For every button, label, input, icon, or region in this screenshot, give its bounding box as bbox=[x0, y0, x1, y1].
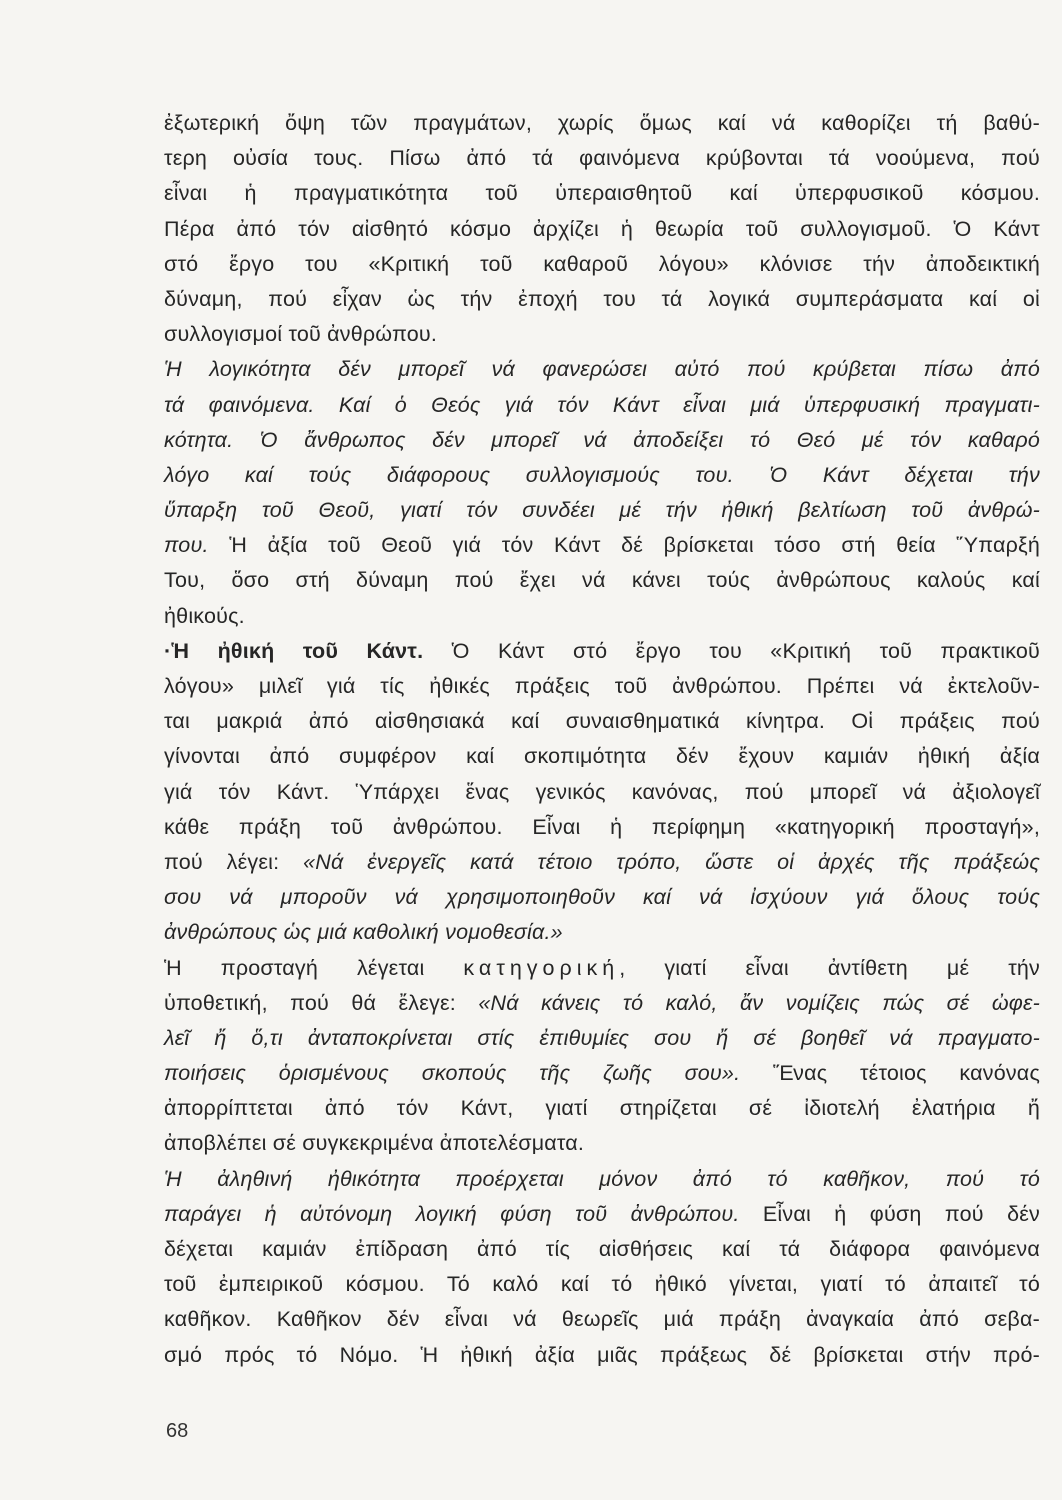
text-run: Εἶναι ἡ φύση πού δέν bbox=[739, 1201, 1040, 1226]
text-line bbox=[164, 1126, 1040, 1161]
text-line bbox=[164, 1021, 1040, 1056]
text-run: ἀπορρίπτεται ἀπό τόν Κάντ, γιατί στηρίζεται σέ ἰδιοτελή ἐλατήρια ἤ bbox=[164, 1096, 1040, 1121]
text-run: παράγει ἡ αὐτόνομη λογική φύση τοῦ ἀνθρώπου. bbox=[164, 1201, 740, 1226]
text-run: ·Ἡ ἠθική τοῦ Κάντ. bbox=[164, 638, 424, 663]
text-run: ἀνθρώπους ὡς μιά καθολική νομοθεσία.» bbox=[164, 920, 563, 945]
text-run: πού λέγει: bbox=[164, 849, 304, 874]
text-run: τερη οὐσία τους. Πίσω ἀπό τά φαινόμενα κρύβονται τά νοούμενα, πού bbox=[164, 146, 1040, 171]
text-run: ται μακριά ἀπό αἰσθησιακά καί συναισθηματικά κίνητρα. Οἱ πράξεις πού bbox=[164, 709, 1040, 734]
text-run: ὕπαρξη τοῦ Θεοῦ, γιατί τόν συνδέει μέ τήν ἠθική βελτίωση τοῦ ἀνθρώ- bbox=[164, 498, 1040, 523]
text-run: σμό πρός τό Νόμο. Ἡ ἠθική ἀξία μιᾶς πράξεως δέ βρίσκεται στήν πρό- bbox=[164, 1342, 1040, 1367]
text-run: ἠθικούς. bbox=[164, 603, 245, 628]
text-line bbox=[164, 1091, 1040, 1126]
text-run: ποιήσεις ὁρισμένους σκοπούς τῆς ζωῆς σου». bbox=[164, 1061, 741, 1086]
text-line bbox=[164, 1056, 1040, 1091]
text-run: λεῖ ἤ ὅ,τι ἀνταποκρίνεται στίς ἐπιθυμίες σου ἤ σέ βοηθεῖ νά πραγματο- bbox=[164, 1025, 1040, 1050]
text-line bbox=[164, 669, 1040, 704]
text-run: Ἡ λογικότητα δέν μπορεῖ νά φανερώσει αὐτό πού κρύβεται πίσω ἀπό bbox=[164, 357, 1040, 382]
text-line bbox=[164, 423, 1040, 458]
text-run: τοῦ ἐμπειρικοῦ κόσμου. Τό καλό καί τό ἠθικό γίνεται, γιατί τό ἀπαιτεῖ τό bbox=[164, 1272, 1040, 1297]
text-line bbox=[164, 915, 1040, 950]
text-line bbox=[164, 458, 1040, 493]
text-run: Ἕνας τέτοιος κανόνας bbox=[740, 1061, 1041, 1086]
text-line bbox=[164, 1302, 1040, 1337]
text-line bbox=[164, 739, 1040, 774]
text-line bbox=[164, 1338, 1040, 1373]
text-run: ὑποθετική, πού θά ἔλεγε: bbox=[164, 990, 479, 1015]
text-line bbox=[164, 810, 1040, 845]
text-line bbox=[164, 176, 1040, 211]
text-run: Ὁ Κάντ στό ἔργο του «Κριτική τοῦ πρακτικοῦ bbox=[423, 638, 1040, 663]
text-line bbox=[164, 951, 1040, 986]
text-run: ἐξωτερική ὄψη τῶν πραγμάτων, χωρίς ὅμως καί νά καθορίζει τή βαθύ- bbox=[164, 111, 1040, 135]
text-line bbox=[164, 599, 1040, 634]
text-run: κατηγορική bbox=[463, 955, 620, 980]
text-run: στό ἔργο του «Κριτική τοῦ καθαροῦ λόγου» κλόνισε τήν ἀποδεικτική bbox=[164, 251, 1040, 276]
text-line bbox=[164, 141, 1040, 176]
text-line bbox=[164, 1162, 1040, 1197]
text-line bbox=[164, 704, 1040, 739]
text-line bbox=[164, 528, 1040, 563]
text-run: Πέρα ἀπό τόν αἰσθητό κόσμο ἀρχίζει ἡ θεωρία τοῦ συλλογισμοῦ. Ὁ Κάντ bbox=[164, 216, 1040, 241]
text-line bbox=[164, 212, 1040, 247]
text-run: Του, ὅσο στή δύναμη πού ἔχει νά κάνει τούς ἀνθρώπους καλούς καί bbox=[164, 568, 1040, 593]
text-run: γιά τόν Κάντ. Ὑπάρχει ἕνας γενικός κανόνας, πού μπορεῖ νά ἀξιολογεῖ bbox=[164, 779, 1040, 804]
text-line bbox=[164, 388, 1040, 423]
text-line bbox=[164, 986, 1040, 1021]
text-line bbox=[164, 317, 1040, 352]
text-run: «Νά ἐνεργεῖς κατά τέτοιο τρόπο, ὥστε οἱ ἀρχές τῆς πράξεώς bbox=[303, 849, 1041, 874]
text-run: σου νά μποροῦν νά χρησιμοποιηθοῦν καί νά ἰσχύουν γιά ὅλους τούς bbox=[164, 885, 1040, 910]
text-line bbox=[164, 247, 1040, 282]
text-line bbox=[164, 282, 1040, 317]
text-line bbox=[164, 106, 1040, 141]
text-line bbox=[164, 1232, 1040, 1267]
text-run: τά φαινόμενα. Καί ὁ Θεός γιά τόν Κάντ εἶναι μιά ὑπερφυσική πραγματι- bbox=[164, 392, 1040, 417]
text-run: καθῆκον. Καθῆκον δέν εἶναι νά θεωρεῖς μιά πράξη ἀναγκαία ἀπό σεβα- bbox=[164, 1307, 1040, 1332]
body-text bbox=[164, 106, 1040, 1373]
page-number: 68 bbox=[166, 1420, 189, 1442]
text-lines bbox=[164, 106, 1040, 1373]
text-line bbox=[164, 880, 1040, 915]
text-run: που. bbox=[164, 533, 209, 558]
text-line bbox=[164, 352, 1040, 387]
text-run: , γιατί εἶναι ἀντίθετη μέ τήν bbox=[619, 955, 1040, 980]
text-run: «Νά κάνεις τό καλό, ἄν νομίζεις πώς σέ ὠφε- bbox=[478, 990, 1040, 1015]
text-line bbox=[164, 563, 1040, 598]
text-line bbox=[164, 634, 1040, 669]
text-line bbox=[164, 1197, 1040, 1232]
text-run: εἶναι ἡ πραγματικότητα τοῦ ὑπεραισθητοῦ καί ὑπερφυσικοῦ κόσμου. bbox=[164, 181, 1040, 206]
text-run: Ἡ ἀληθινή ἠθικότητα προέρχεται μόνον ἀπό τό καθῆκον, πού τό bbox=[164, 1166, 1040, 1191]
text-run: Ἡ ἀξία τοῦ Θεοῦ γιά τόν Κάντ δέ βρίσκεται τόσο στή θεία Ὕπαρξή bbox=[208, 533, 1040, 558]
text-run: ἀποβλέπει σέ συγκεκριμένα ἀποτελέσματα. bbox=[164, 1131, 585, 1156]
text-run: δύναμη, πού εἶχαν ὡς τήν ἐποχή του τά λογικά συμπεράσματα καί οἱ bbox=[164, 286, 1040, 311]
text-run: λόγου» μιλεῖ γιά τίς ἠθικές πράξεις τοῦ ἀνθρώπου. Πρέπει νά ἐκτελοῦν- bbox=[164, 674, 1040, 698]
text-line bbox=[164, 493, 1040, 528]
text-run: λόγο καί τούς διάφορους συλλογισμούς του. Ὁ Κάντ δέχεται τήν bbox=[164, 462, 1040, 487]
text-run: κάθε πράξη τοῦ ἀνθρώπου. Εἶναι ἡ περίφημη «κατηγορική προσταγή», bbox=[164, 814, 1040, 839]
text-line bbox=[164, 775, 1040, 810]
text-line bbox=[164, 1267, 1040, 1302]
text-line bbox=[164, 845, 1040, 880]
text-run: δέχεται καμιάν ἐπίδραση ἀπό τίς αἰσθήσεις καί τά διάφορα φαινόμενα bbox=[164, 1237, 1040, 1261]
text-run: Ἡ προσταγή λέγεται bbox=[164, 955, 464, 980]
text-run: κότητα. Ὁ ἄνθρωπος δέν μπορεῖ νά ἀποδείξει τό Θεό μέ τόν καθαρό bbox=[164, 427, 1040, 452]
text-run: γίνονται ἀπό συμφέρον καί σκοπιμότητα δέν ἔχουν καμιάν ἠθική ἀξία bbox=[164, 744, 1040, 769]
text-run: συλλογισμοί τοῦ ἀνθρώπου. bbox=[164, 322, 437, 347]
